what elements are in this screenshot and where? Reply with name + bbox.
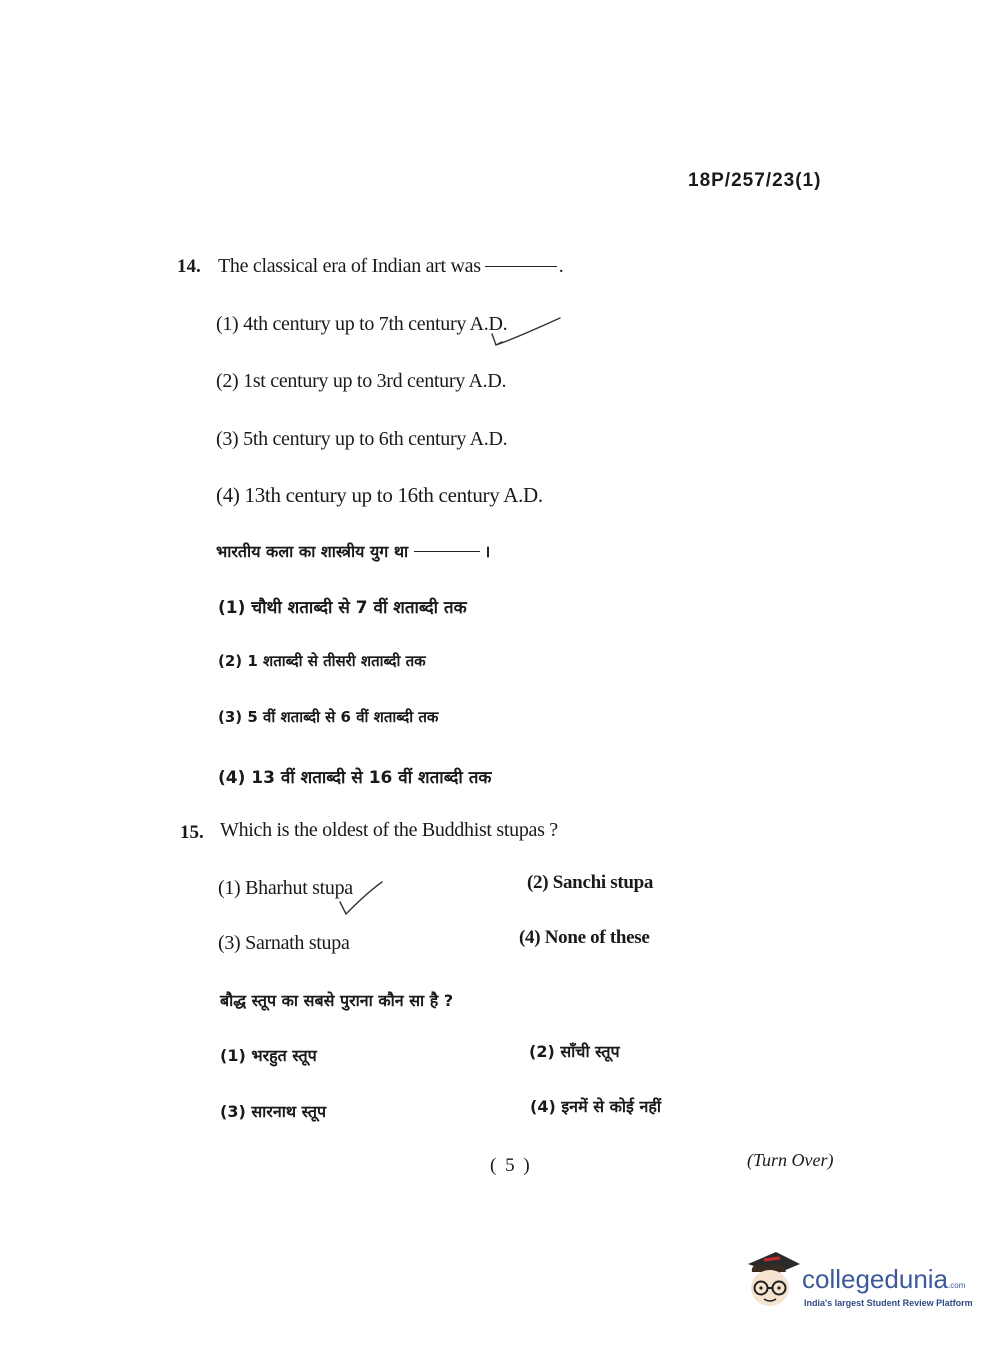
student-mascot-icon [742,1250,802,1312]
question-14-number: 14. [177,256,201,277]
q15-option-2: (2) Sanchi stupa [527,872,654,893]
q14-hindi-option-1: (1) चौथी शताब्दी से 7 वीं शताब्दी तक [218,598,467,618]
q14-hindi-option-3: (3) 5 वीं शताब्दी से 6 वीं शताब्दी तक [218,708,439,726]
brand-name: collegedunia [802,1264,949,1294]
question-15-hindi: बौद्ध स्तूप का सबसे पुराना कौन सा है ? [220,991,454,1010]
answer-tick-icon [334,878,388,920]
paper-code: 18P/257/23(1) [688,170,822,191]
q14-option-1: (1) 4th century up to 7th century A.D. [216,313,508,335]
question-14-text-en: The classical era of Indian art was [218,255,481,277]
q15-option-1: (1) Bharhut stupa [218,877,353,899]
q15-option-4: (4) None of these [519,927,650,948]
answer-tick-icon [486,312,570,352]
brand-suffix: .com [948,1281,966,1290]
watermark-logo [742,1250,972,1320]
q15-option-3: (3) Sarnath stupa [218,932,350,954]
question-14-text: The classical era of Indian art was . [218,255,564,277]
q15-hindi-option-2: (2) साँची स्तूप [529,1042,620,1061]
page-number: ( 5 ) [490,1155,532,1176]
turn-over-note: (Turn Over) [747,1150,834,1170]
answer-blank [485,266,557,267]
question-15-number: 15. [180,822,204,843]
q14-hindi-option-2: (2) 1 शताब्दी से तीसरी शताब्दी तक [218,652,426,670]
question-14-hindi: भारतीय कला का शास्त्रीय युग था । [216,542,491,561]
question-14-text-hi: भारतीय कला का शास्त्रीय युग था [216,542,409,561]
brand-tagline: India's largest Student Review Platform [804,1298,973,1308]
q15-hindi-option-3: (3) सारनाथ स्तूप [220,1102,327,1121]
question-15-text: Which is the oldest of the Buddhist stupas ? [220,819,558,841]
q14-option-2: (2) 1st century up to 3rd century A.D. [216,370,507,392]
q14-option-4: (4) 13th century up to 16th century A.D. [216,483,543,507]
answer-blank-hi [414,551,480,552]
q14-hindi-option-4: (4) 13 वीं शताब्दी से 16 वीं शताब्दी तक [218,768,492,788]
q15-hindi-option-4: (4) इनमें से कोई नहीं [530,1097,661,1116]
q15-hindi-option-1: (1) भरहुत स्तूप [220,1046,317,1065]
q14-option-3: (3) 5th century up to 6th century A.D. [216,428,508,450]
